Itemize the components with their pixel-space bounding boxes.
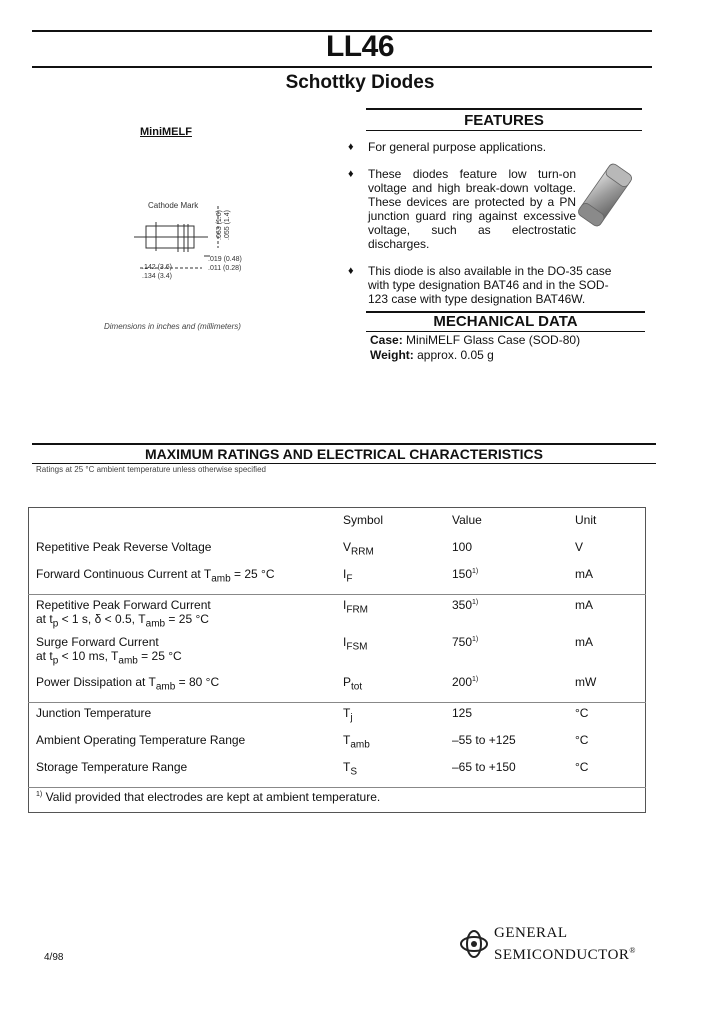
footnote-cell: $^{1)}$ Valid provided that electrodes are kept at ambient temperature. (29, 787, 646, 812)
table-header-row (29, 508, 646, 541)
param-cell: Forward Continuous Current at $T_{amb} = 25$ °C (36, 567, 275, 585)
ratings-rule-top (32, 443, 656, 445)
table-row (29, 760, 646, 788)
table-row (29, 733, 646, 760)
value-cell: 100 (452, 540, 473, 554)
package-dimension-drawing (118, 196, 268, 286)
unit-cell: °C (568, 702, 646, 733)
company-logo (456, 924, 636, 964)
value-cell: –55 to +125 (452, 732, 516, 747)
param-header (29, 508, 337, 541)
symbol-cell: $I_{FRM}$ (336, 595, 445, 635)
symbol-cell: $P_{tot}$ (343, 674, 363, 692)
table-row (29, 595, 646, 635)
value-cell: 150$^{1)}$ (452, 567, 479, 581)
diamond-bullet-icon: ♦ (348, 168, 354, 180)
dim-dia-min: .055 (1.4) (224, 210, 231, 240)
param-cell: Junction Temperature (29, 702, 337, 733)
mechanical-rule-bottom (366, 331, 645, 332)
weight-line: Weight: approx. 0.05 g (370, 348, 494, 362)
cathode-mark-label: Cathode Mark (148, 201, 199, 210)
footnote-row (29, 787, 646, 812)
symbol-cell: $T_{amb}$ (343, 732, 370, 750)
unit-header: Unit (575, 513, 597, 527)
features-heading: FEATURES (464, 112, 544, 129)
package-label: MiniMELF (140, 126, 192, 138)
feature-item: ♦ These diodes feature low turn-on voltage and high break-down voltage. These devices are protected by a PN junction guard ring against excessive voltage, such as electrostatic discharges. (348, 167, 576, 251)
feature-item: ♦ This diode is also available in the DO-35 case with type designation BAT46 and in the SOD-123 case with type designation BAT46W. (348, 264, 612, 306)
case-line: Case: MiniMELF Glass Case (SOD-80) (370, 333, 581, 347)
value-cell: 200$^{1)}$ (452, 674, 479, 689)
table-row (29, 540, 646, 567)
symbol-cell: $I_F$ (343, 567, 353, 585)
table-row (29, 635, 646, 675)
diamond-bullet-icon: ♦ (348, 141, 354, 153)
logo-line-1: GENERAL (494, 925, 568, 941)
unit-cell: °C (575, 732, 589, 747)
ratings-table (28, 507, 646, 813)
feature-item: ♦ For general purpose applications. (348, 140, 547, 154)
value-cell: 350$^{1)}$ (445, 595, 568, 635)
value-cell: 125 (445, 702, 568, 733)
dim-dia-max: .063 (1.6) (216, 210, 223, 240)
ratings-heading: MAXIMUM RATINGS AND ELECTRICAL CHARACTERISTICS (145, 446, 543, 462)
symbol-cell: $T_j$ (336, 702, 445, 733)
mechanical-heading: MECHANICAL DATA (433, 313, 578, 330)
symbol-header: Symbol (343, 513, 384, 527)
param-cell: Ambient Operating Temperature Range (36, 732, 246, 747)
dim-cap-min: .011 (0.28) (208, 265, 242, 272)
value-cell: –65 to +150 (452, 759, 516, 774)
logo-text (494, 924, 636, 964)
unit-cell: mA (568, 595, 646, 635)
symbol-cell: $T_S$ (343, 759, 358, 777)
value-cell: 750$^{1)}$ (452, 634, 479, 649)
dimensions-note: Dimensions in inches and (millimeters) (104, 322, 241, 331)
param-cell: Storage Temperature Range (36, 759, 188, 774)
symbol-cell: $V_{RRM}$ (343, 540, 374, 558)
unit-cell: °C (575, 759, 589, 774)
table-row (29, 675, 646, 703)
logo-line-2: SEMICONDUCTOR® (494, 946, 636, 963)
ratings-rule-bottom (32, 463, 656, 464)
ratings-note: Ratings at 25 °C ambient temperature unless otherwise specified (36, 465, 266, 474)
value-header: Value (452, 513, 482, 527)
dim-cap-max: .019 (0.48) (208, 256, 242, 263)
mechanical-data (370, 333, 580, 363)
dim-length-min: .134 (3.4) (142, 273, 172, 280)
param-cell: Surge Forward Current at $t_p < 10$ ms, $T_{amb} = 25$ °C (36, 634, 182, 666)
symbol-cell: $I_{FSM}$ (343, 634, 368, 652)
param-cell: Repetitive Peak Reverse Voltage (36, 540, 212, 554)
param-cell: Power Dissipation at $T_{amb} = 80$ °C (36, 674, 220, 692)
diamond-bullet-icon: ♦ (348, 265, 354, 277)
revision-date: 4/98 (44, 952, 64, 963)
unit-cell: mW (575, 674, 597, 689)
features-rule-top (366, 108, 642, 110)
title-rule (32, 66, 652, 68)
logo-mark-icon (456, 926, 492, 962)
page-subtitle: Schottky Diodes (285, 72, 435, 93)
unit-cell: V (575, 540, 584, 554)
unit-cell: mA (575, 567, 593, 581)
param-cell: Repetitive Peak Forward Current at $t_p < 1$ s, δ < 0.5, $T_{amb} = 25$ °C (29, 595, 337, 635)
table-row (29, 567, 646, 595)
diode-photo (570, 160, 640, 230)
features-rule-bottom (366, 130, 642, 131)
dim-length-max: .142 (3.6) (142, 264, 172, 271)
table-row (29, 702, 646, 733)
page-title: LL46 (325, 30, 395, 63)
unit-cell: mA (575, 634, 593, 649)
